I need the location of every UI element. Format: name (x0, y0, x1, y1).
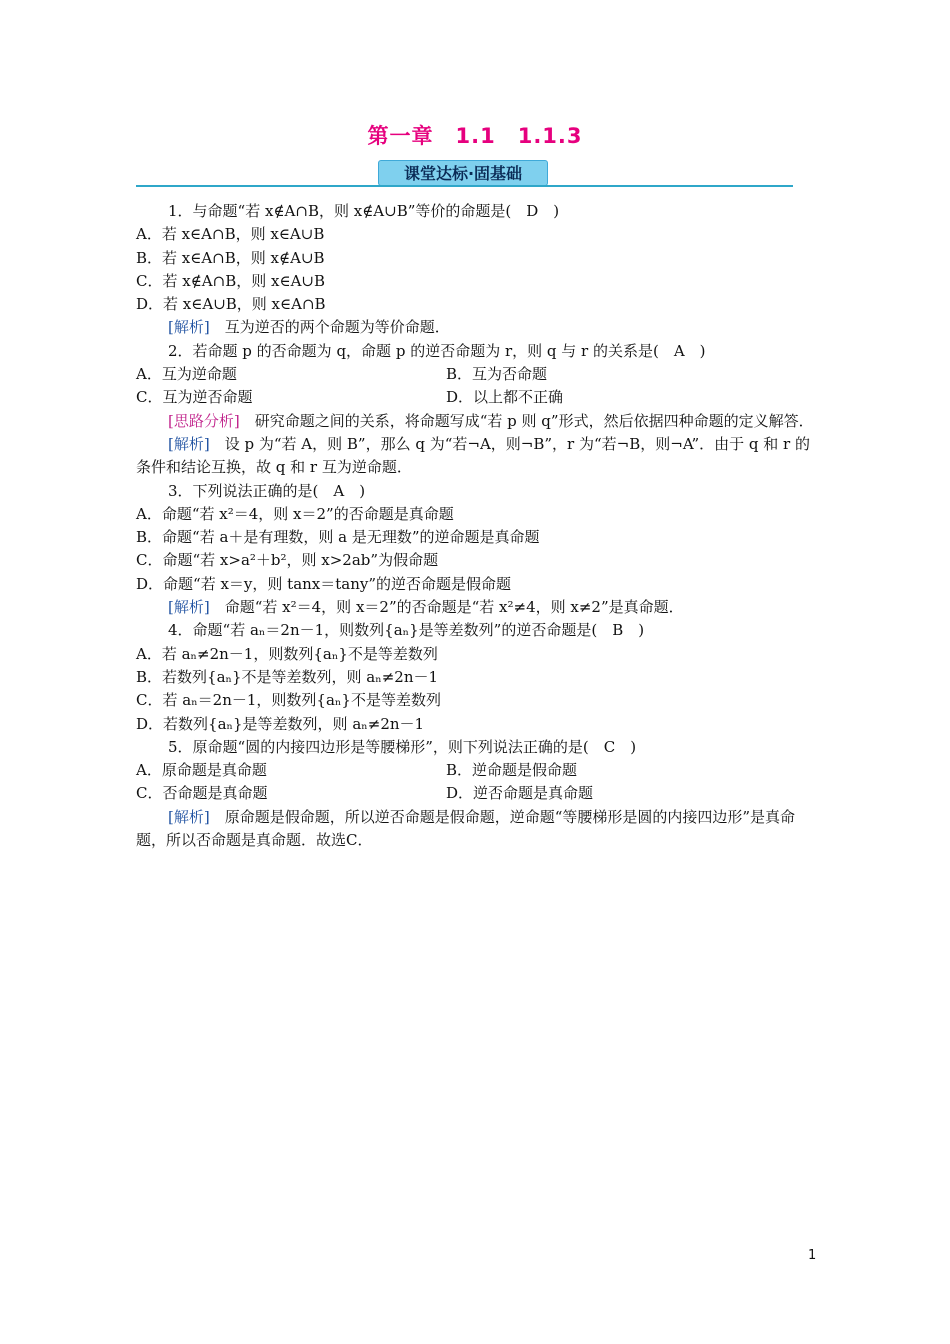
q2-options-row-2 (136, 386, 816, 409)
q2-hint (136, 410, 816, 433)
page-title: 第一章 1.1 1.1.3 (367, 124, 583, 148)
q2-option-a: A．互为逆命题 (136, 365, 237, 384)
q4-option-b: B．若数列{aₙ}不是等差数列，则 aₙ≠2n－1 (136, 667, 439, 686)
q2-options-row-1 (136, 363, 816, 386)
q3-analysis (136, 596, 816, 619)
q5-option-a: A．原命题是真命题 (136, 761, 267, 780)
q4-option-d: D．若数列{aₙ}是等差数列，则 aₙ≠2n－1 (136, 714, 425, 733)
question-4-stem: 4．命题“若 aₙ＝2n－1，则数列{aₙ}是等差数列”的逆否命题是( B ) (168, 621, 645, 640)
header-rule (136, 185, 793, 187)
q5-analysis (136, 806, 816, 853)
q3-option-c: C．命题“若 x>a²＋b²，则 x>2ab”为假命题 (136, 551, 439, 570)
q2-option-b: B．互为否命题 (446, 365, 548, 384)
q2-analysis (136, 433, 816, 480)
analysis-text: 设 p 为“若 A，则 B”，那么 q 为“若¬A，则¬B”，r 为“若¬B，则¬A”．由于 q 和 r 的条件和结论互换，故 q 和 r 互为逆命题． (136, 434, 810, 477)
hint-text: 研究命题之间的关系，将命题写成“若 p 则 q”形式，然后依据四种命题的定义解答． (239, 411, 814, 430)
q3-option-a: A．命题“若 x²＝4，则 x＝2”的否命题是真命题 (136, 504, 454, 523)
q1-analysis (136, 316, 816, 339)
question-3-stem: 3．下列说法正确的是( A ) (168, 481, 366, 500)
q5-options-row-2 (136, 782, 816, 805)
q5-option-d: D．逆否命题是真命题 (446, 784, 594, 803)
q1-option-d: D．若 x∈A∪B，则 x∈A∩B (136, 295, 326, 314)
analysis-tag: [解析] (168, 598, 210, 617)
q2-option-d: D．以上都不正确 (446, 388, 564, 407)
q3-option-d: D．命题“若 x＝y，则 tanx＝tany”的逆否命题是假命题 (136, 574, 512, 593)
q1-option-c: C．若 x∉A∩B，则 x∈A∪B (136, 271, 325, 290)
page-number: 1 (808, 1248, 817, 1263)
q5-option-b: B．逆命题是假命题 (446, 761, 578, 780)
analysis-text: 原命题是假命题，所以逆否命题是假命题，逆命题“等腰梯形是圆的内接四边形”是真命题，所以否命题是真命题．故选C． (136, 807, 796, 850)
q1-option-b: B．若 x∈A∩B，则 x∉A∪B (136, 248, 325, 267)
q1-option-a: A．若 x∈A∩B，则 x∈A∪B (136, 225, 325, 244)
q2-option-c: C．互为逆否命题 (136, 388, 253, 407)
analysis-text: 命题“若 x²＝4，则 x＝2”的否命题是“若 x²≠4，则 x≠2”是真命题． (209, 598, 684, 617)
question-5-stem: 5．原命题“圆的内接四边形是等腰梯形”，则下列说法正确的是( C ) (168, 737, 637, 756)
question-1-stem: 1．与命题“若 x∉A∩B，则 x∉A∪B”等价的命题是( D ) (168, 202, 560, 220)
document-body (136, 200, 816, 852)
q5-options-row-1 (136, 759, 816, 782)
q3-option-b: B．命题“若 a＋是有理数，则 a 是无理数”的逆命题是真命题 (136, 528, 540, 547)
section-banner: 课堂达标·固基础 (378, 160, 548, 186)
question-2-stem: 2．若命题 p 的否命题为 q，命题 p 的逆否命题为 r，则 q 与 r 的关系是( A ) (168, 341, 706, 360)
analysis-tag: [解析] (168, 807, 210, 826)
analysis-tag: [解析] (168, 318, 210, 337)
q5-option-c: C．否命题是真命题 (136, 784, 268, 803)
q4-option-c: C．若 aₙ＝2n－1，则数列{aₙ}不是等差数列 (136, 691, 441, 710)
analysis-tag: [解析] (168, 434, 210, 453)
analysis-text: 互为逆否的两个命题为等价命题． (209, 318, 450, 337)
q4-option-a: A．若 aₙ≠2n－1，则数列{aₙ}不是等差数列 (136, 644, 438, 663)
hint-tag: [思路分析] (168, 411, 240, 430)
